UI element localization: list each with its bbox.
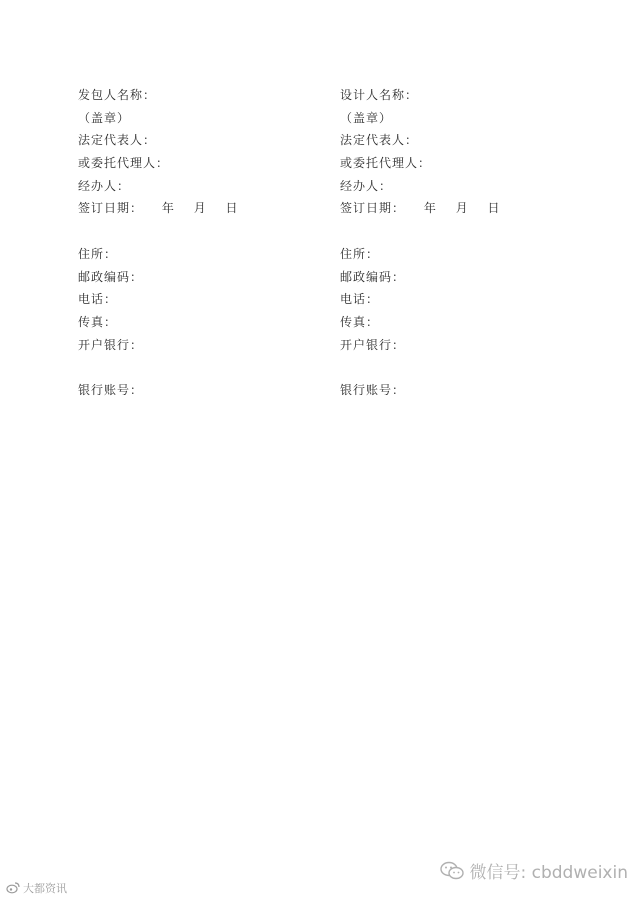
employer-address-label: 住所： — [78, 246, 118, 261]
employer-legal-rep-label: 法定代表人： — [78, 133, 157, 148]
wechat-watermark-text: 微信号: cbddweixin — [469, 863, 628, 883]
employer-bank-label: 开户银行： — [78, 337, 144, 352]
designer-postcode-label: 邮政编码： — [340, 269, 406, 284]
employer-phone-label: 电话： — [78, 292, 118, 307]
employer-sign-date-row — [78, 197, 338, 220]
employer-fax-label: 传真： — [78, 314, 118, 329]
designer-bank-label: 开户银行： — [340, 337, 406, 352]
designer-name-label: 设计人名称： — [340, 88, 419, 102]
designer-column — [340, 84, 600, 402]
wechat-watermark — [440, 858, 629, 883]
designer-agent-label: 或委托代理人： — [340, 156, 432, 171]
source-watermark — [6, 880, 67, 896]
spacer — [340, 220, 600, 243]
designer-phone-label: 电话： — [340, 292, 380, 307]
spacer — [340, 356, 600, 379]
designer-address-label: 住所： — [340, 246, 380, 261]
wechat-icon — [440, 861, 464, 881]
spacer — [78, 356, 338, 379]
designer-sign-date-label: 签订日期： — [340, 201, 406, 216]
weibo-logo-icon — [6, 882, 20, 894]
designer-legal-rep-label: 法定代表人： — [340, 133, 419, 148]
employer-handler-label: 经办人： — [78, 178, 131, 193]
designer-sign-date-row — [340, 197, 600, 220]
designer-handler-label: 经办人： — [340, 178, 393, 193]
designer-day-label: 日 — [487, 201, 501, 216]
employer-name-label: 发包人名称： — [78, 88, 157, 102]
spacer — [78, 220, 338, 243]
employer-sign-date-label: 签订日期： — [78, 201, 144, 216]
designer-month-label: 月 — [455, 201, 469, 216]
employer-account-label: 银行账号： — [78, 382, 144, 397]
employer-day-label: 日 — [225, 201, 239, 216]
source-watermark-text: 大都资讯 — [23, 882, 67, 895]
designer-fax-label: 传真： — [340, 314, 380, 329]
designer-seal-label: （盖章） — [340, 110, 393, 125]
employer-seal-label: （盖章） — [78, 110, 131, 125]
employer-postcode-label: 邮政编码： — [78, 269, 144, 284]
employer-agent-label: 或委托代理人： — [78, 156, 170, 171]
employer-date-parts — [162, 197, 253, 220]
designer-account-label: 银行账号： — [340, 382, 406, 397]
designer-date-parts — [424, 197, 515, 220]
employer-year-label: 年 — [161, 201, 175, 216]
designer-year-label: 年 — [423, 201, 437, 216]
employer-month-label: 月 — [193, 201, 207, 216]
employer-column — [78, 84, 338, 402]
